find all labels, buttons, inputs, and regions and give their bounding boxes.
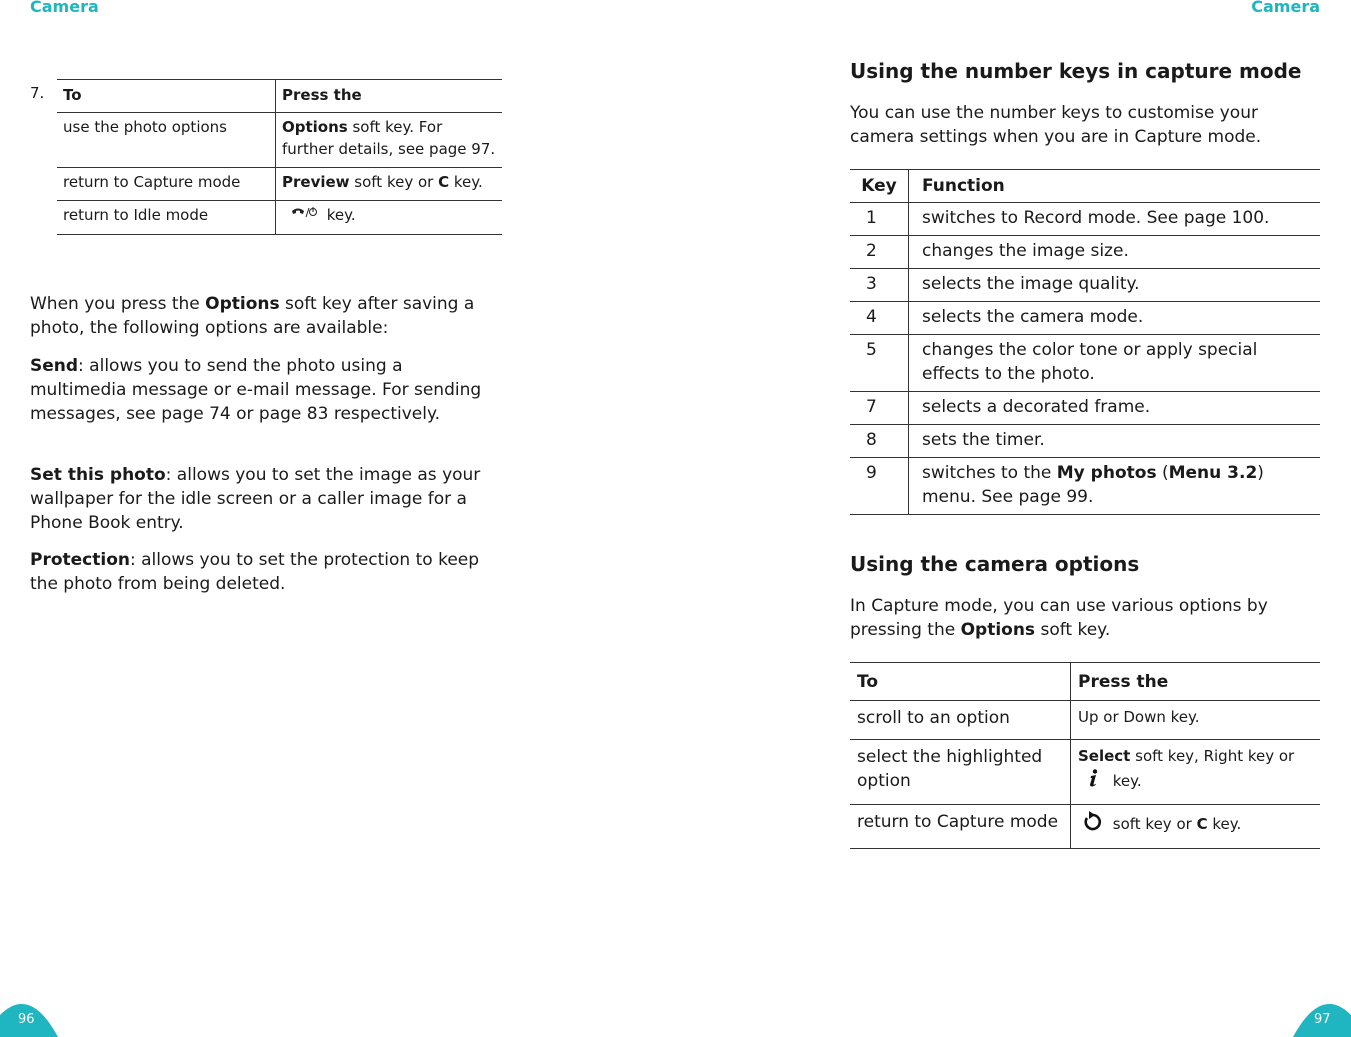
photo-options-keys-table xyxy=(57,79,502,235)
table-header-row xyxy=(850,170,1320,203)
cell-to: scroll to an option xyxy=(850,701,1071,740)
cell-press xyxy=(1071,805,1321,849)
column-header-to: To xyxy=(57,80,276,113)
table-row xyxy=(850,458,1320,515)
key-name: C xyxy=(1196,815,1208,833)
info-key-icon xyxy=(1078,768,1108,795)
camera-options-keys-table xyxy=(850,662,1320,849)
cell-press xyxy=(276,168,503,201)
cell-press-text: soft key or xyxy=(1108,815,1197,833)
cell-key: 8 xyxy=(850,425,909,458)
cell-function xyxy=(909,458,1321,515)
column-header-to: To xyxy=(850,663,1071,701)
option-term: Protection xyxy=(30,550,130,570)
table-row xyxy=(850,740,1320,805)
cell-function: changes the image size. xyxy=(909,236,1321,269)
option-send xyxy=(30,354,500,426)
cell-press: Up or Down key. xyxy=(1071,701,1321,740)
column-header-press: Press the xyxy=(1071,663,1321,701)
intro-bold: Options xyxy=(960,620,1036,640)
option-description: : allows you to set the protection to keep the photo from being deleted. xyxy=(30,550,480,594)
soft-key-name: Preview xyxy=(282,173,350,191)
menu-name: My photos xyxy=(1056,463,1157,483)
table-header-row xyxy=(57,80,502,113)
cell-to: select the highlighted option xyxy=(850,740,1071,805)
cell-function: sets the timer. xyxy=(909,425,1321,458)
intro-text-end: soft key. xyxy=(1035,620,1111,640)
table-row xyxy=(850,425,1320,458)
table-row xyxy=(57,201,502,235)
cell-to: use the photo options xyxy=(57,113,276,168)
table-row xyxy=(850,302,1320,335)
header-title-right: Camera xyxy=(1251,0,1320,16)
table-row xyxy=(850,701,1320,740)
table-row xyxy=(850,805,1320,849)
table-row xyxy=(850,236,1320,269)
cell-function: selects a decorated frame. xyxy=(909,392,1321,425)
step-number: 7. xyxy=(30,84,45,102)
cell-function: switches to Record mode. See page 100. xyxy=(909,203,1321,236)
section-heading-camera-options: Using the camera options xyxy=(850,552,1140,576)
cell-press xyxy=(1071,740,1321,805)
intro-text: When you press the xyxy=(30,294,206,314)
cell-function-text: ) menu. See page 99. xyxy=(922,463,1264,507)
cell-to: return to Capture mode xyxy=(57,168,276,201)
page-number-right xyxy=(1293,989,1351,1037)
cell-to: return to Idle mode xyxy=(57,201,276,235)
option-term: Set this photo xyxy=(30,465,166,485)
back-key-icon xyxy=(1078,810,1108,839)
cell-press-text: key. xyxy=(449,173,483,191)
page-number-left xyxy=(0,989,58,1037)
cell-key: 3 xyxy=(850,269,909,302)
cell-key: 7 xyxy=(850,392,909,425)
option-protection xyxy=(30,548,500,596)
cell-press xyxy=(276,201,503,235)
option-description: : allows you to send the photo using a multimedia message or e-mail message. For sending messages, see page 74 or page 83 respectively. xyxy=(30,356,482,424)
cell-press-text: soft key, Right key or xyxy=(1130,747,1295,765)
key-name: C xyxy=(438,173,450,191)
column-header-key: Key xyxy=(850,170,909,203)
cell-function: selects the image quality. xyxy=(909,269,1321,302)
menu-number: Menu 3.2 xyxy=(1168,463,1258,483)
intro-bold: Options xyxy=(205,294,280,314)
cell-press-text: soft key. For further details, see page 97. xyxy=(282,118,496,158)
cell-function: changes the color tone or apply special effects to the photo. xyxy=(909,335,1321,392)
option-term: Send xyxy=(30,356,79,376)
intro-text-end: soft key after saving a photo, the following options are available: xyxy=(30,294,475,338)
section-heading-number-keys: Using the number keys in capture mode xyxy=(850,59,1302,83)
intro-text: In Capture mode, you can use various options by pressing the xyxy=(850,596,1268,640)
section-intro-camera-options xyxy=(850,594,1320,642)
option-description: : allows you to set the image as your wallpaper for the idle screen or a caller image for a Phone Book entry. xyxy=(30,465,481,533)
cell-key: 5 xyxy=(850,335,909,392)
table-row xyxy=(850,269,1320,302)
table-row xyxy=(850,392,1320,425)
page-number-right-text: 97 xyxy=(1314,1012,1331,1027)
cell-press-text: soft key or xyxy=(349,173,439,191)
cell-press-text: key. xyxy=(1207,815,1242,833)
option-set-this-photo xyxy=(30,463,500,535)
number-keys-table xyxy=(850,169,1320,515)
table-row xyxy=(57,113,502,168)
header-title-left: Camera xyxy=(30,0,99,16)
table-row xyxy=(850,335,1320,392)
cell-to: return to Capture mode xyxy=(850,805,1071,849)
cell-press-text: key. xyxy=(322,206,356,224)
cell-press xyxy=(276,113,503,168)
soft-key-name: Options xyxy=(282,118,348,136)
section-intro-number-keys: You can use the number keys to customise your camera settings when you are in Capture mode. xyxy=(850,103,1262,147)
cell-key: 4 xyxy=(850,302,909,335)
table-row xyxy=(850,203,1320,236)
table-row xyxy=(57,168,502,201)
table-header-row xyxy=(850,663,1320,701)
options-intro xyxy=(30,292,500,340)
cell-key: 9 xyxy=(850,458,909,515)
cell-function: selects the camera mode. xyxy=(909,302,1321,335)
page-number-left-text: 96 xyxy=(18,1012,35,1027)
cell-function-text: switches to the xyxy=(922,463,1057,483)
column-header-press: Press the xyxy=(276,80,503,113)
column-header-function: Function xyxy=(909,170,1321,203)
end-power-key-icon xyxy=(282,205,322,227)
cell-key: 2 xyxy=(850,236,909,269)
soft-key-name: Select xyxy=(1078,747,1131,765)
cell-press-text: key. xyxy=(1108,772,1142,790)
cell-key: 1 xyxy=(850,203,909,236)
cell-function-text: ( xyxy=(1156,463,1169,483)
